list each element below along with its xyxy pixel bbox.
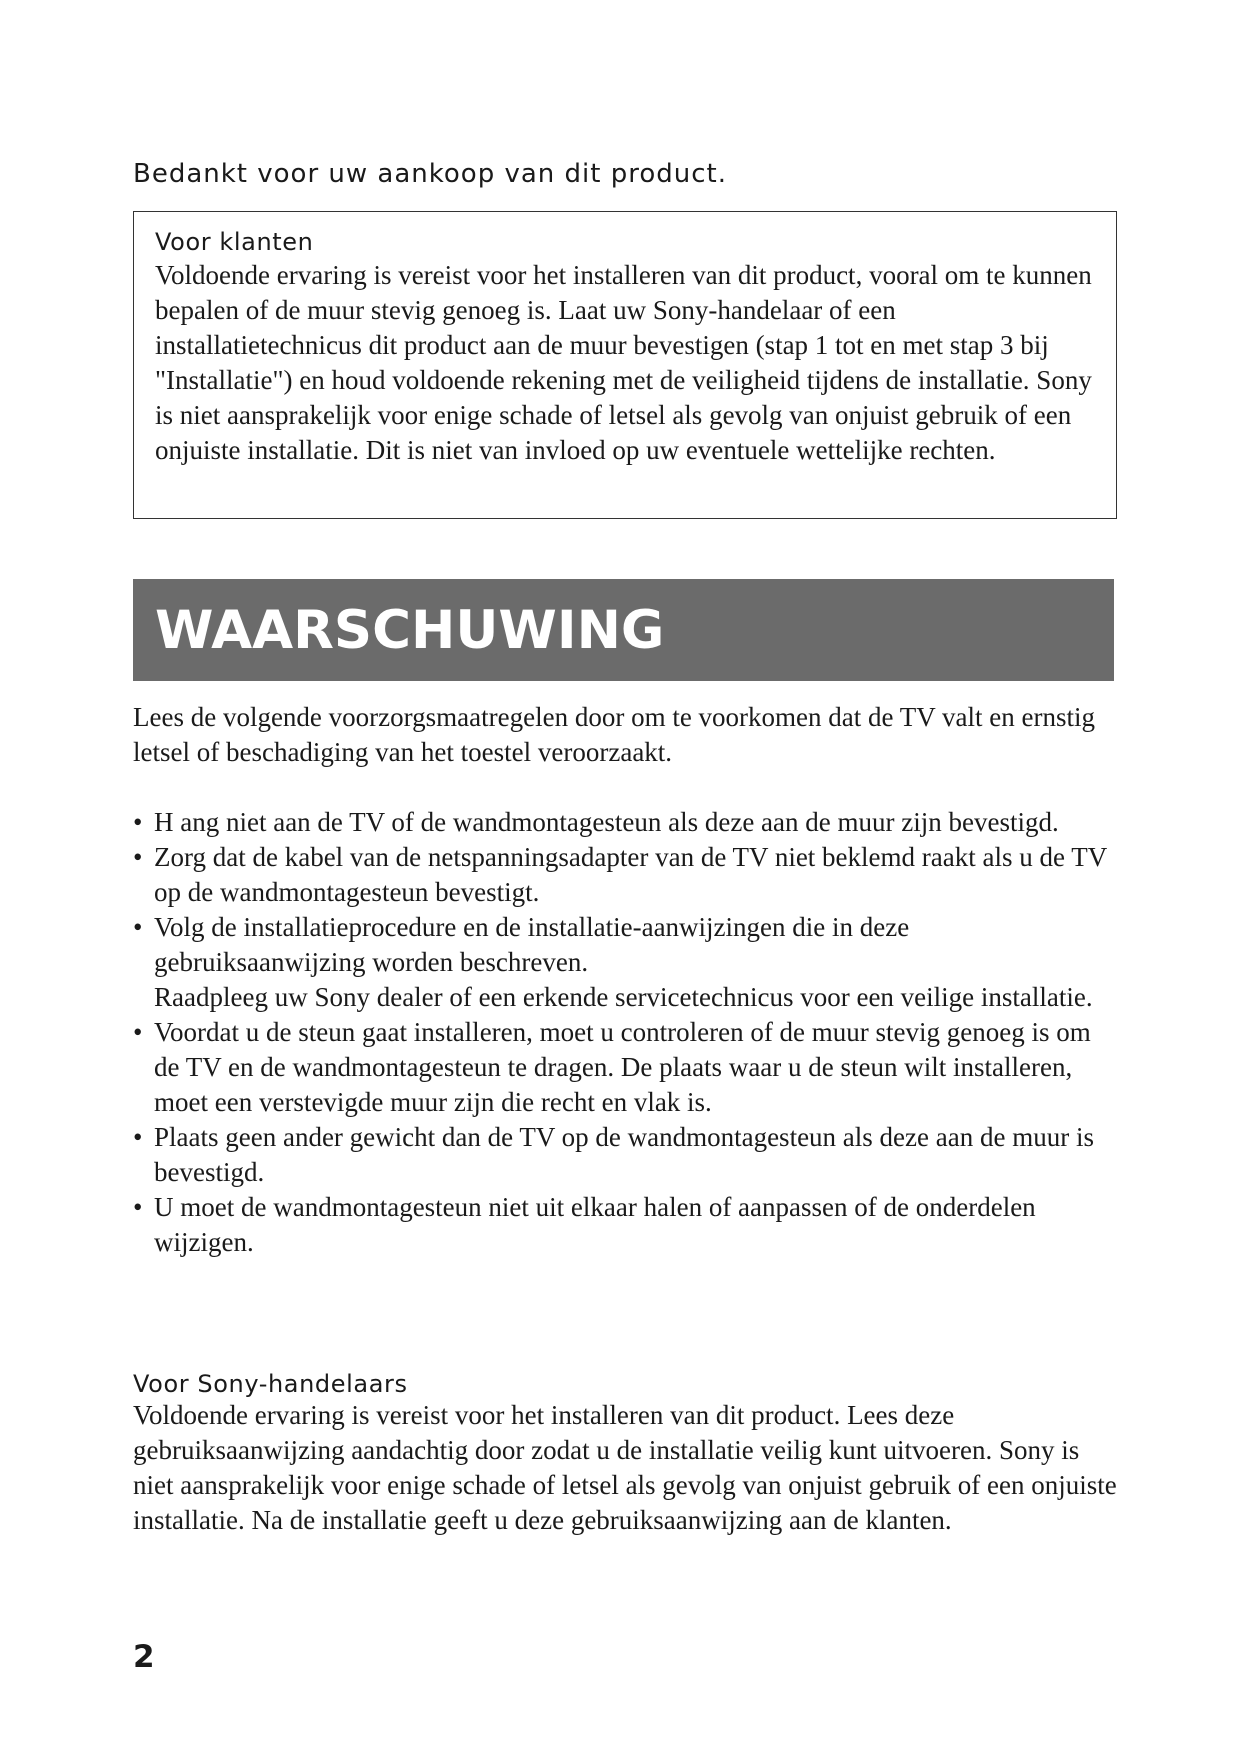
warning-bullet-6 <box>133 1190 1118 1260</box>
warning-bullet-extra: Raadpleeg uw Sony dealer of een erkende servicetechnicus voor een veilige installatie. <box>154 982 1093 1012</box>
warning-bullet-text: Voordat u de steun gaat installeren, moet u controleren of de muur stevig genoeg is om de TV en de wandmontagesteun te dragen. De plaats waar u de steun wilt installeren, moet een verstevigde muur zijn die recht en vlak is. <box>154 1017 1091 1117</box>
warning-bullet-text: Volg de installatieprocedure en de installatie-aanwijzingen die in deze gebruiksaanwijzing worden beschreven. <box>154 912 910 977</box>
thanks-line: Bedankt voor uw aankoop van dit product. <box>133 159 727 189</box>
page-number: 2 <box>133 1639 155 1675</box>
warning-bullet-4 <box>133 1015 1118 1120</box>
bullet-dot-icon: • <box>133 912 143 942</box>
warning-bullet-list <box>133 805 1118 1260</box>
warning-bullet-1 <box>133 805 1118 840</box>
bullet-dot-icon: • <box>133 1017 143 1047</box>
warning-bullet-3 <box>133 910 1118 1015</box>
customer-notice-box <box>133 211 1117 519</box>
dealer-notice-body: Voldoende ervaring is vereist voor het installeren van dit product. Lees deze gebruiksaanwijzing aandachtig door zodat u de installatie veilig kunt uitvoeren. Sony is niet aansprakelijk voor enige schade of letsel als gevolg van onjuist gebruik of een onjuiste installatie. Na de installatie geeft u deze gebruiksaanwijzing aan de klanten. <box>133 1400 1117 1535</box>
warning-heading: WAARSCHUWING <box>155 600 665 661</box>
dealer-notice-title: Voor Sony-handelaars <box>133 1370 408 1398</box>
bullet-dot-icon: • <box>133 842 143 872</box>
warning-bullet-text: H ang niet aan de TV of de wandmontagesteun als deze aan de muur zijn bevestigd. <box>154 807 1059 837</box>
customer-notice-body: Voldoende ervaring is vereist voor het installeren van dit product, vooral om te kunnen bepalen of de muur stevig genoeg is. Laat uw Sony-handelaar of een installatietechnicus dit product aan de muur bevestigen (stap 1 tot en met stap 3 bij "Installatie") en houd voldoende rekening met de veiligheid tijdens de installatie. Sony is niet aansprakelijk voor enige schade of letsel als gevolg van onjuist gebruik of een onjuiste installatie. Dit is niet van invloed op uw eventuele wettelijke rechten. <box>155 260 1092 465</box>
document-page <box>133 0 1118 1754</box>
warning-bullet-5 <box>133 1120 1118 1190</box>
warning-bullet-text: Plaats geen ander gewicht dan de TV op de wandmontagesteun als deze aan de muur is bevestigd. <box>154 1122 1094 1187</box>
warning-bullet-text: U moet de wandmontagesteun niet uit elkaar halen of aanpassen of de onderdelen wijzigen. <box>154 1192 1036 1257</box>
warning-bullet-text: Zorg dat de kabel van de netspanningsadapter van de TV niet beklemd raakt als u de TV op de wandmontagesteun bevestigt. <box>154 842 1107 907</box>
customer-notice-title: Voor klanten <box>155 228 314 256</box>
bullet-dot-icon: • <box>133 807 143 837</box>
warning-bullet-2 <box>133 840 1118 910</box>
warning-intro: Lees de volgende voorzorgsmaatregelen door om te voorkomen dat de TV valt en ernstig letsel of beschadiging van het toestel veroorzaakt. <box>133 702 1095 767</box>
bullet-dot-icon: • <box>133 1192 143 1222</box>
bullet-dot-icon: • <box>133 1122 143 1152</box>
warning-banner <box>133 579 1114 681</box>
